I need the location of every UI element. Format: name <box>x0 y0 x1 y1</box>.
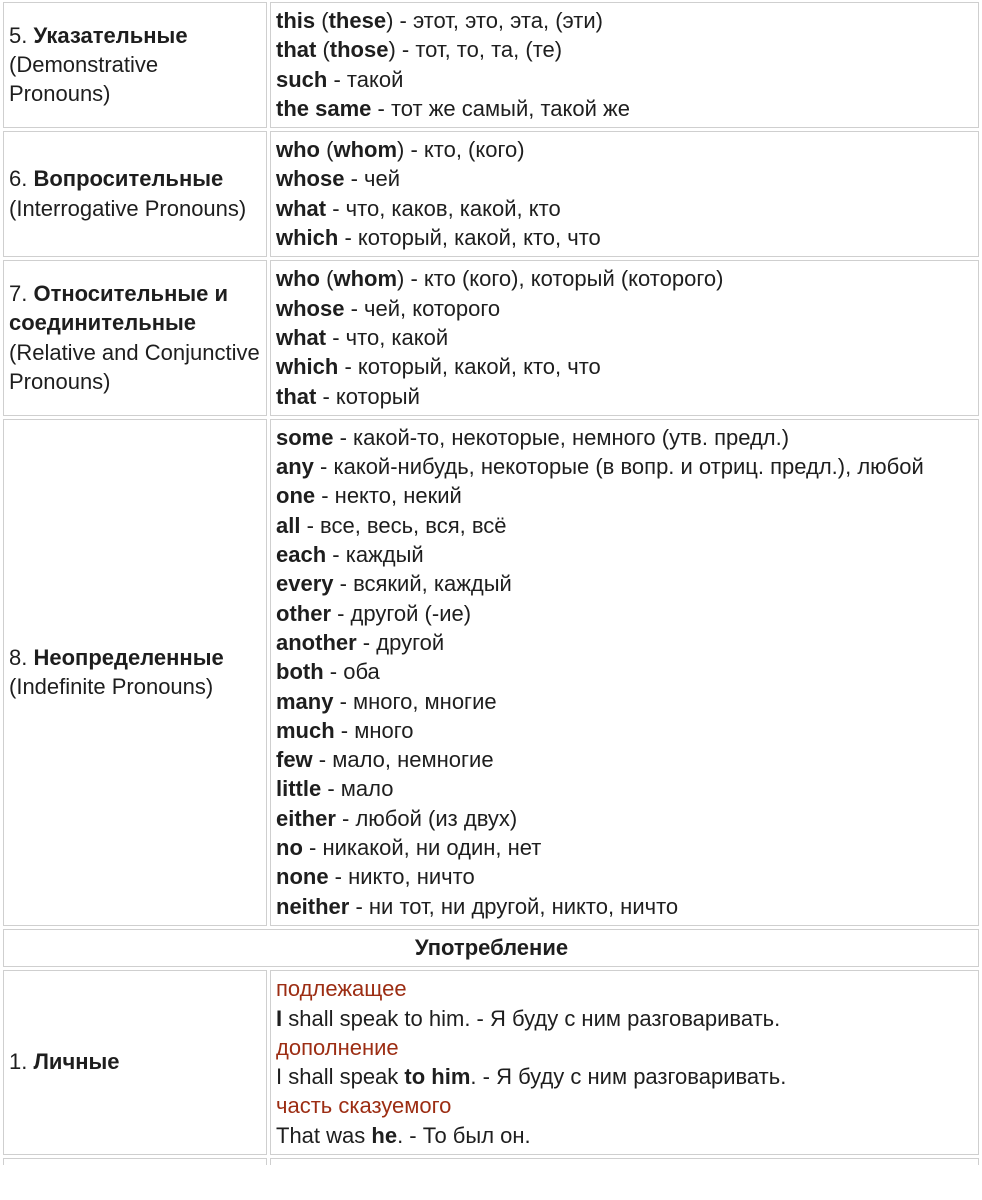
definition-line <box>276 294 974 323</box>
category-cell <box>3 260 267 415</box>
pronoun-term: what <box>276 195 327 221</box>
pronoun-term: few <box>276 747 313 773</box>
pronoun-term: all <box>276 512 301 538</box>
definition-text: ) - кто, (кого) <box>397 137 525 163</box>
category-cell <box>3 131 267 257</box>
pronoun-term: whose <box>276 295 345 321</box>
pronoun-term: either <box>276 805 336 831</box>
pronoun-term: no <box>276 835 303 861</box>
definition-text: - никакой, ни один, нет <box>302 835 542 861</box>
table-row-partial <box>3 1158 979 1165</box>
definition-text: - какой-то, некоторые, немного (утв. предл.) <box>333 424 790 450</box>
definition-text: shall speak to him. - Я буду с ним разговаривать. <box>282 1005 781 1031</box>
table-row-relative <box>3 260 979 415</box>
pronoun-term: which <box>276 225 339 251</box>
definition-text: - что, каков, какой, кто <box>326 195 561 221</box>
pronoun-term: what <box>276 324 327 350</box>
definition-text: - много, многие <box>333 688 497 714</box>
pronoun-table-body <box>3 2 979 1165</box>
usage-example <box>276 1062 974 1091</box>
empty-cell <box>270 1158 979 1165</box>
pronoun-term: each <box>276 542 327 568</box>
definition-line <box>276 164 974 193</box>
pronoun-term: one <box>276 483 316 509</box>
definition-line <box>276 481 974 510</box>
definition-text: ) - кто (кого), который (которого) <box>397 266 724 292</box>
pronoun-term: to him <box>404 1064 471 1090</box>
category-number: 5. <box>9 22 28 48</box>
pronoun-term: any <box>276 454 314 480</box>
table-row-demonstrative <box>3 2 979 128</box>
pronoun-term: I <box>276 1005 283 1031</box>
definition-text: - всякий, каждый <box>333 571 512 597</box>
usage-heading: Употребление <box>3 929 979 967</box>
definition-line <box>276 745 974 774</box>
pronoun-term: much <box>276 717 335 743</box>
definition-text: - оба <box>323 659 380 685</box>
pronoun-term: which <box>276 354 339 380</box>
pronoun-term: these <box>328 8 387 33</box>
pronoun-term: whom <box>333 137 398 163</box>
definition-line <box>276 687 974 716</box>
definition-text: - мало, немногие <box>312 747 494 773</box>
pronoun-term: such <box>276 66 328 92</box>
category-cell <box>3 2 267 128</box>
usage-example <box>276 1004 974 1033</box>
pronoun-term: every <box>276 571 334 597</box>
pronoun-term: the same <box>276 95 372 121</box>
pronoun-term: this <box>276 8 316 33</box>
definition-line <box>276 804 974 833</box>
definition-text: ) - тот, то, та, (те) <box>388 37 563 63</box>
syntactic-role-label: подлежащее <box>276 976 407 1002</box>
definition-text: - другой (-ие) <box>331 600 472 626</box>
pronoun-term: those <box>329 37 389 63</box>
category-english: (Demonstrative Pronouns) <box>9 51 159 107</box>
definition-text: ( <box>320 137 334 163</box>
pronoun-term: other <box>276 600 331 626</box>
definitions-cell <box>270 2 979 128</box>
pronoun-term: whom <box>333 266 398 292</box>
category-name: Указательные <box>33 22 188 48</box>
category-number: 1. <box>9 1049 28 1075</box>
definition-text: ( <box>315 8 329 33</box>
definition-text: - такой <box>327 66 404 92</box>
pronoun-term: many <box>276 688 334 714</box>
definition-text: - много <box>334 717 414 743</box>
definition-line <box>276 628 974 657</box>
definition-text: - никто, ничто <box>328 864 475 890</box>
definition-line <box>276 423 974 452</box>
definition-text: - который <box>316 383 420 409</box>
definition-text: - какой-нибудь, некоторые (в вопр. и отриц. предл.), любой <box>313 454 924 480</box>
definition-line <box>276 352 974 381</box>
definition-text: I shall speak <box>276 1064 405 1090</box>
definition-text: - ни тот, ни другой, никто, ничто <box>349 893 679 919</box>
definition-line <box>276 569 974 598</box>
pronoun-term: none <box>276 864 329 890</box>
pronoun-term: that <box>276 37 317 63</box>
empty-cell <box>3 1158 267 1165</box>
usage-example <box>276 1121 974 1150</box>
category-number: 8. <box>9 644 28 670</box>
definition-text: ( <box>316 37 330 63</box>
definition-text: - каждый <box>326 542 424 568</box>
definition-line <box>276 774 974 803</box>
definition-text: That was <box>276 1122 372 1148</box>
definitions-cell <box>270 131 979 257</box>
pronoun-term: who <box>276 266 320 292</box>
definition-text: - что, какой <box>326 324 449 350</box>
definition-line <box>276 716 974 745</box>
definition-line <box>276 892 974 921</box>
table-row-indefinite <box>3 419 979 926</box>
category-english: (Interrogative Pronouns) <box>9 195 247 221</box>
pronoun-term: another <box>276 629 357 655</box>
definition-text: - все, весь, вся, всё <box>300 512 507 538</box>
category-name: Вопросительные <box>33 166 224 192</box>
definition-text: - другой <box>356 629 445 655</box>
definition-line <box>276 657 974 686</box>
definition-line <box>276 264 974 293</box>
category-number: 6. <box>9 166 28 192</box>
pronoun-term: whose <box>276 166 345 192</box>
category-number: 7. <box>9 281 28 307</box>
pronoun-term: some <box>276 424 334 450</box>
definition-line <box>276 65 974 94</box>
definition-text: - чей, которого <box>344 295 501 321</box>
definitions-cell <box>270 419 979 926</box>
definition-text: - мало <box>321 776 394 802</box>
definition-line <box>276 599 974 628</box>
definition-line <box>276 6 974 35</box>
definition-line <box>276 323 974 352</box>
category-name: Относительные и соединительные <box>9 281 229 336</box>
definition-text: ) - этот, это, эта, (эти) <box>386 8 603 33</box>
table-row-interrogative <box>3 131 979 257</box>
pronoun-term: little <box>276 776 322 802</box>
category-name: Неопределенные <box>33 644 224 670</box>
category-english: (Relative and Conjunctive Pronouns) <box>9 339 260 394</box>
definition-line <box>276 862 974 891</box>
definition-text: - некто, некий <box>315 483 462 509</box>
definition-line <box>276 833 974 862</box>
category-cell <box>3 419 267 926</box>
pronoun-term: both <box>276 659 324 685</box>
table-row-usage-personal <box>3 970 979 1155</box>
definition-line <box>276 540 974 569</box>
pronoun-term: who <box>276 137 320 163</box>
definition-text: - тот же самый, такой же <box>371 95 630 121</box>
category-english: (Indefinite Pronouns) <box>9 673 214 699</box>
definition-line <box>276 94 974 123</box>
definition-text: - который, какой, кто, что <box>338 354 601 380</box>
pronoun-term: neither <box>276 893 350 919</box>
definition-text: . - Я буду с ним разговаривать. <box>470 1064 787 1090</box>
definition-text: ( <box>320 266 334 292</box>
definition-line <box>276 35 974 64</box>
category-cell <box>3 970 267 1155</box>
definition-line <box>276 382 974 411</box>
syntactic-role-label: дополнение <box>276 1034 399 1060</box>
definition-line <box>276 135 974 164</box>
category-name: Личные <box>33 1049 120 1075</box>
definition-text: - любой (из двух) <box>335 805 518 831</box>
definition-line <box>276 194 974 223</box>
definition-line <box>276 223 974 252</box>
table-row-usage-heading <box>3 929 979 967</box>
definition-text: - который, какой, кто, что <box>338 225 601 251</box>
pronoun-term: he <box>371 1122 398 1148</box>
pronoun-term: that <box>276 383 317 409</box>
definition-line <box>276 511 974 540</box>
definition-line <box>276 452 974 481</box>
usage-examples-cell <box>270 970 979 1155</box>
definition-text: - чей <box>344 166 401 192</box>
definition-text: . - То был он. <box>397 1122 531 1148</box>
syntactic-role-label: часть сказуемого <box>276 1093 452 1119</box>
definitions-cell <box>270 260 979 415</box>
